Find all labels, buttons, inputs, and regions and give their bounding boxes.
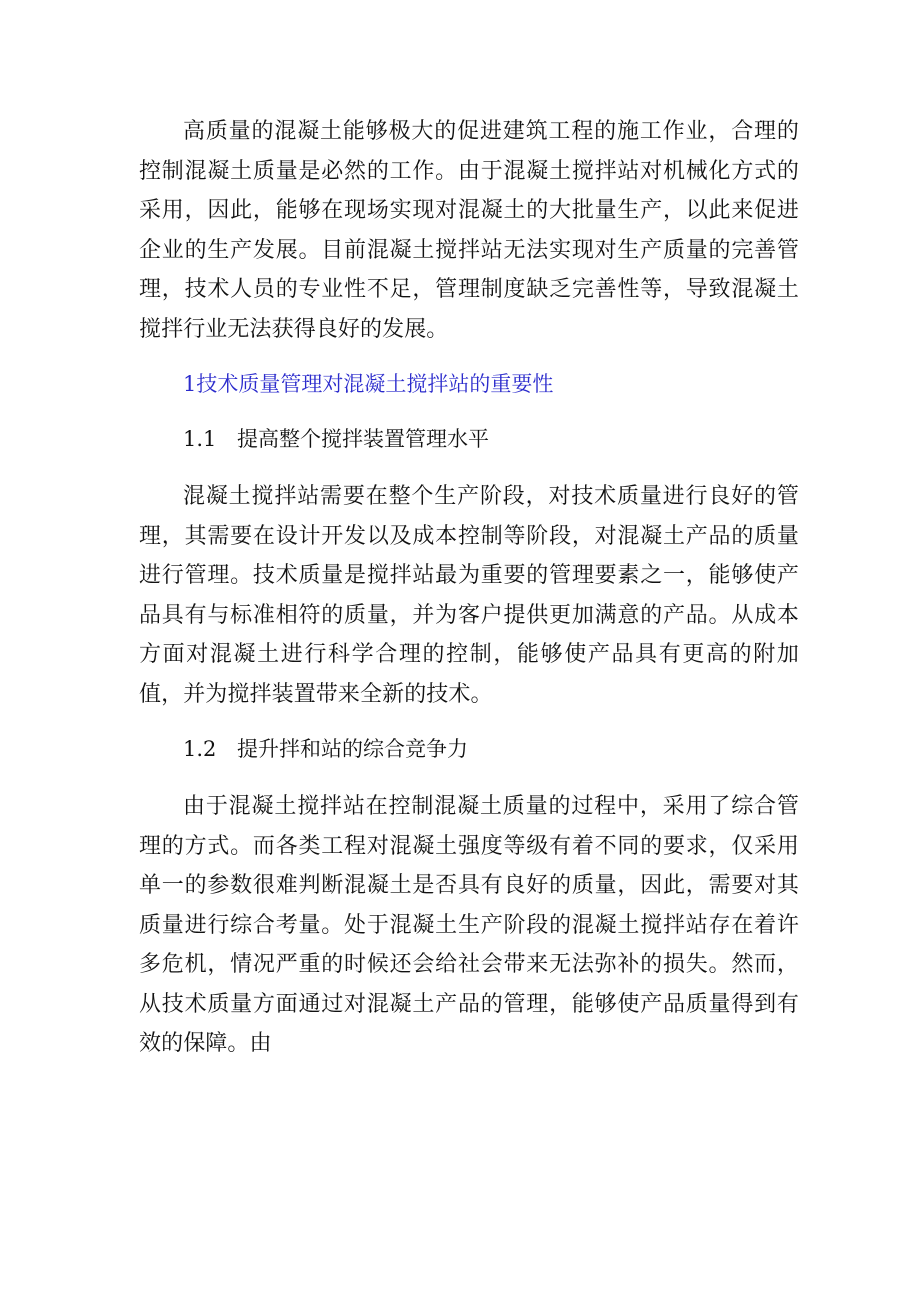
subsection-1-1-title: 提高整个搅拌装置管理水平 [237,427,489,451]
section-1-heading: 1技术质量管理对混凝土搅拌站的重要性 [183,372,554,396]
subsection-1-2-number: 1.2 [183,737,217,761]
intro-paragraph: 高质量的混凝土能够极大的促进建筑工程的施工作业，合理的控制混凝土质量是必然的工作。由于混凝土搅拌站对机械化方式的采用，因此，能够在现场实现对混凝土的大批量生产，以此来促进企业的生产发展。目前混凝土搅拌站无法实现对生产质量的完善管理，技术人员的专业性不足，管理制度缺乏完善性等，导致混凝土搅拌行业无法获得良好的发展。 [139,119,799,342]
subsection-1-2-paragraph: 由于混凝土搅拌站在控制混凝土质量的过程中，采用了综合管理的方式。而各类工程对混凝土强度等级有着不同的要求，仅采用单一的参数很难判断混凝土是否具有良好的质量，因此，需要对其质量进行综合考量。处于混凝土生产阶段的混凝土搅拌站存在着许多危机，情况严重的时候还会给社会带来无法弥补的损失。然而，从技术质量方面通过对混凝土产品的管理，能够使产品质量得到有效的保障。由 [139,794,799,1056]
subsection-1-1-number: 1.1 [183,427,217,451]
subsection-1-1-heading [139,420,799,458]
subsection-1-2-heading [139,730,799,768]
subsection-1-1-paragraph: 混凝土搅拌站需要在整个生产阶段，对技术质量进行良好的管理，其需要在设计开发以及成本控制等阶段，对混凝土产品的质量进行管理。技术质量是搅拌站最为重要的管理要素之一，能够使产品具有与标准相符的质量，并为客户提供更加满意的产品。从成本方面对混凝土进行科学合理的控制，能够使产品具有更高的附加值，并为搅拌装置带来全新的技术。 [139,484,799,707]
subsection-1-2-title: 提升拌和站的综合竞争力 [237,737,468,761]
document-body [139,112,799,1080]
